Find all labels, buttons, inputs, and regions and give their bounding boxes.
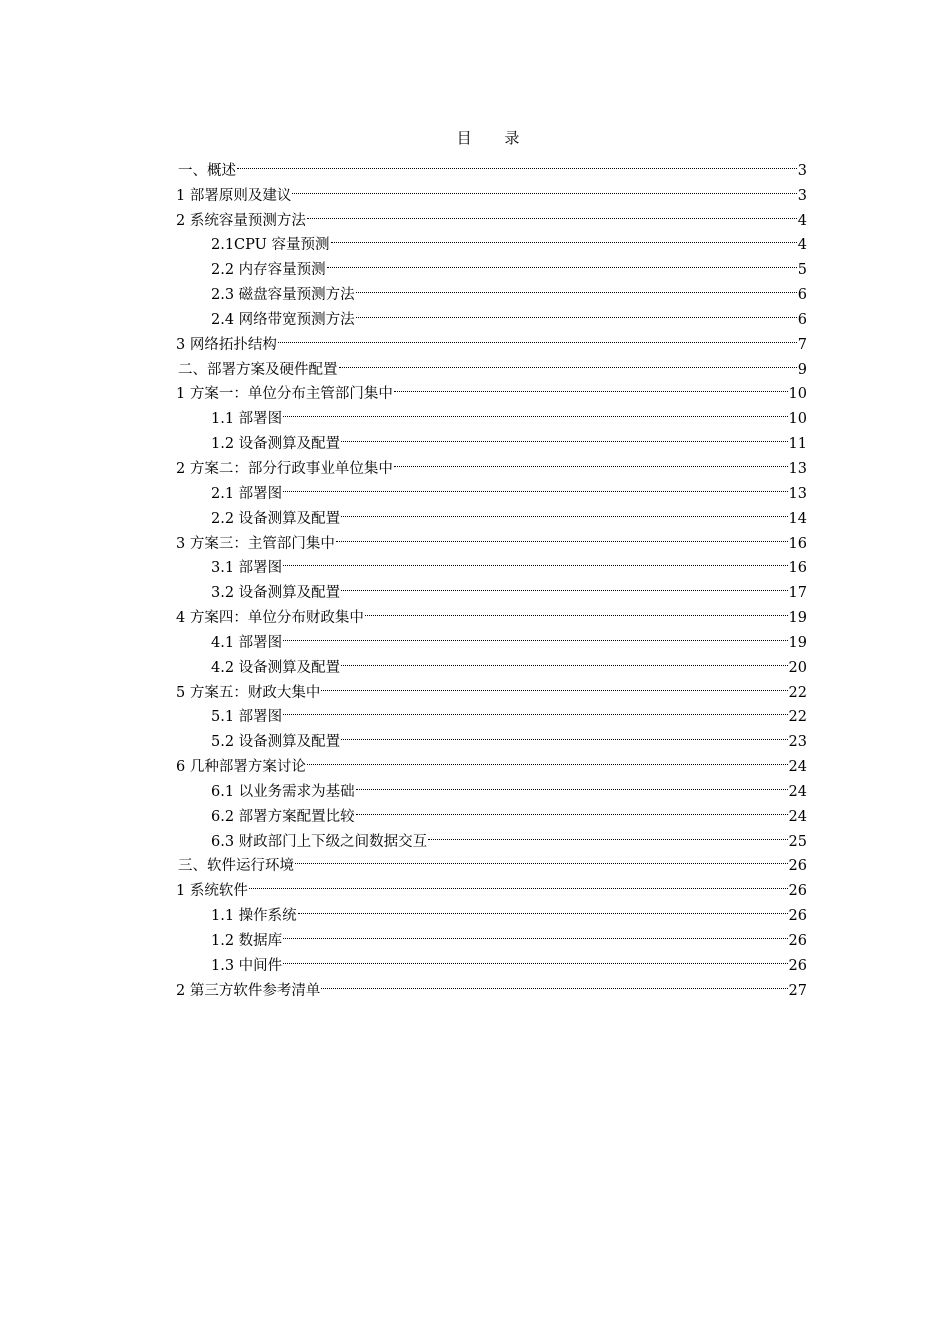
toc-entry-label: 4 方案四：单位分布财政集中 bbox=[176, 610, 364, 627]
toc-entry-label: 4.2 设备测算及配置 bbox=[211, 659, 341, 676]
toc-list bbox=[176, 150, 807, 999]
toc-entry[interactable] bbox=[176, 175, 807, 204]
toc-entry-page-number: 13 bbox=[788, 460, 807, 477]
toc-entry-page-number: 10 bbox=[788, 386, 807, 403]
toc-entry[interactable] bbox=[176, 150, 807, 179]
toc-entry-label: 3 网络拓扑结构 bbox=[176, 336, 277, 353]
toc-entry-page-number: 22 bbox=[788, 709, 807, 726]
toc-dot-leader bbox=[356, 274, 797, 299]
toc-dot-leader bbox=[295, 846, 788, 871]
toc-entry-label: 5.1 部署图 bbox=[211, 709, 283, 726]
toc-dot-leader bbox=[283, 945, 787, 970]
toc-dot-leader bbox=[356, 771, 788, 796]
toc-entry-page-number: 17 bbox=[788, 585, 807, 602]
toc-entry-page-number: 24 bbox=[788, 808, 807, 825]
toc-entry-label: 1 方案一：单位分布主管部门集中 bbox=[176, 386, 393, 403]
toc-dot-leader bbox=[307, 746, 788, 771]
toc-dot-leader bbox=[365, 597, 788, 622]
toc-dot-leader bbox=[327, 249, 797, 274]
toc-dot-leader bbox=[292, 175, 796, 200]
toc-dot-leader bbox=[336, 523, 788, 548]
toc-entry-label: 三、软件运行环境 bbox=[178, 858, 294, 875]
toc-entry-page-number: 24 bbox=[788, 783, 807, 800]
toc-dot-leader bbox=[298, 895, 788, 920]
toc-entry-label: 2.4 网络带宽预测方法 bbox=[211, 311, 355, 328]
toc-dot-leader bbox=[283, 398, 787, 423]
toc-entry-label: 2.1CPU 容量预测 bbox=[211, 237, 330, 254]
toc-entry-page-number: 20 bbox=[788, 659, 807, 676]
toc-dot-leader bbox=[283, 920, 787, 945]
toc-entry-label: 1 部署原则及建议 bbox=[176, 187, 292, 204]
toc-entry-page-number: 13 bbox=[788, 485, 807, 502]
toc-dot-leader bbox=[249, 870, 788, 895]
toc-dot-leader bbox=[341, 721, 787, 746]
toc-entry-page-number: 4 bbox=[797, 212, 807, 229]
toc-entry-page-number: 16 bbox=[788, 560, 807, 577]
toc-entry-label: 2 方案二：部分行政事业单位集中 bbox=[176, 460, 393, 477]
toc-entry-label: 1.1 操作系统 bbox=[211, 908, 297, 925]
toc-entry-page-number: 7 bbox=[797, 336, 807, 353]
toc-entry-page-number: 3 bbox=[797, 187, 807, 204]
toc-entry-label: 二、部署方案及硬件配置 bbox=[178, 361, 338, 378]
toc-entry-label: 1.2 设备测算及配置 bbox=[211, 436, 341, 453]
toc-dot-leader bbox=[394, 374, 788, 399]
toc-entry-page-number: 6 bbox=[797, 287, 807, 304]
toc-entry-label: 3 方案三：主管部门集中 bbox=[176, 535, 335, 552]
toc-entry-label: 2 第三方软件参考清单 bbox=[176, 982, 321, 999]
toc-entry-page-number: 14 bbox=[788, 510, 807, 527]
toc-entry-page-number: 25 bbox=[788, 833, 807, 850]
toc-entry-page-number: 19 bbox=[788, 634, 807, 651]
toc-dot-leader bbox=[341, 572, 787, 597]
toc-entry-page-number: 26 bbox=[788, 933, 807, 949]
toc-entry-label: 2 系统容量预测方法 bbox=[176, 212, 306, 229]
toc-entry-label: 1.1 部署图 bbox=[211, 411, 283, 428]
toc-entry-label: 2.1 部署图 bbox=[211, 485, 283, 502]
toc-entry-label: 3.1 部署图 bbox=[211, 560, 283, 577]
toc-entry-page-number: 19 bbox=[788, 610, 807, 627]
toc-entry-page-number: 24 bbox=[788, 759, 807, 776]
toc-entry-label: 2.2 设备测算及配置 bbox=[211, 510, 341, 527]
toc-dot-leader bbox=[341, 498, 787, 523]
toc-entry-page-number: 3 bbox=[797, 162, 807, 179]
toc-entry-page-number: 22 bbox=[788, 684, 807, 701]
toc-dot-leader bbox=[321, 672, 787, 697]
toc-entry-label: 2.2 内存容量预测 bbox=[211, 262, 326, 279]
toc-title: 目 录 bbox=[456, 129, 534, 147]
toc-entry-label: 5 方案五：财政大集中 bbox=[176, 684, 321, 701]
toc-entry-page-number: 23 bbox=[788, 734, 807, 751]
toc-dot-leader bbox=[339, 349, 797, 374]
toc-entry-page-number: 26 bbox=[788, 883, 807, 900]
toc-entry-page-number: 27 bbox=[788, 982, 807, 999]
toc-dot-leader bbox=[356, 796, 788, 821]
toc-entry[interactable] bbox=[176, 870, 807, 900]
toc-dot-leader bbox=[278, 324, 797, 349]
toc-entry-page-number: 26 bbox=[788, 957, 807, 974]
toc-entry-label: 4.1 部署图 bbox=[211, 634, 283, 651]
toc-entry-label: 一、概述 bbox=[178, 162, 236, 179]
toc-entry-page-number: 5 bbox=[797, 262, 807, 279]
toc-dot-leader bbox=[283, 622, 787, 647]
toc-entry-label: 6.1 以业务需求为基础 bbox=[211, 783, 355, 800]
toc-entry-page-number: 9 bbox=[797, 361, 807, 378]
toc-entry-label: 3.2 设备测算及配置 bbox=[211, 585, 341, 602]
toc-dot-leader bbox=[307, 200, 797, 225]
toc-dot-leader bbox=[394, 448, 788, 473]
toc-dot-leader bbox=[283, 697, 787, 722]
toc-entry-label: 2.3 磁盘容量预测方法 bbox=[211, 287, 355, 304]
toc-dot-leader bbox=[331, 225, 797, 250]
toc-dot-leader bbox=[283, 548, 787, 573]
toc-dot-leader bbox=[237, 150, 797, 175]
toc-entry-label: 1 系统软件 bbox=[176, 883, 248, 900]
toc-entry-label: 5.2 设备测算及配置 bbox=[211, 734, 341, 751]
toc-entry-page-number: 10 bbox=[788, 411, 807, 428]
toc-entry-page-number: 26 bbox=[788, 908, 807, 925]
toc-entry-label: 6.2 部署方案配置比较 bbox=[211, 808, 355, 825]
toc-dot-leader bbox=[283, 473, 787, 498]
toc-entry-page-number: 11 bbox=[788, 436, 807, 453]
toc-dot-leader bbox=[341, 647, 787, 672]
toc-dot-leader bbox=[321, 970, 787, 995]
toc-entry-label: 6 几种部署方案讨论 bbox=[176, 759, 306, 776]
toc-entry[interactable] bbox=[176, 895, 807, 925]
toc-entry-page-number: 4 bbox=[797, 237, 807, 254]
toc-entry-label: 1.3 中间件 bbox=[211, 957, 283, 974]
toc-dot-leader bbox=[356, 299, 797, 324]
toc-entry-label: 1.2 数据库 bbox=[211, 933, 283, 949]
toc-dot-leader bbox=[341, 423, 787, 448]
toc-entry-page-number: 16 bbox=[788, 535, 807, 552]
toc-entry-page-number: 6 bbox=[797, 311, 807, 328]
toc-entry-label: 6.3 财政部门上下级之间数据交互 bbox=[211, 833, 428, 850]
toc-entry-page-number: 26 bbox=[788, 858, 807, 875]
toc-dot-leader bbox=[428, 821, 787, 846]
